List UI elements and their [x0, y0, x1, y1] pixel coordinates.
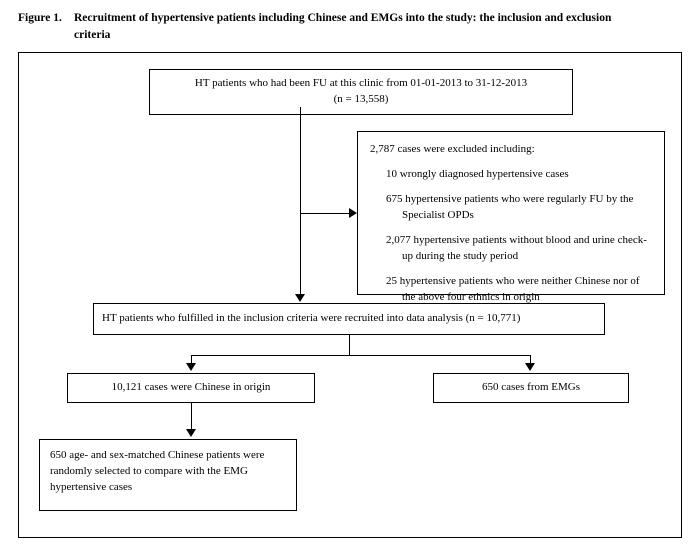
list-item: 2,077 hypertensive patients without blood and urine check-up during the study period [386, 233, 647, 262]
included-text: HT patients who fulfilled in the inclusion criteria were recruited into data analysis (n = 10,771) [102, 312, 521, 324]
flowchart-node-emg-cases [433, 373, 629, 403]
figure-caption-line2: criteria [74, 28, 111, 41]
list-item: 10 wrongly diagnosed hypertensive cases [386, 167, 569, 180]
excluded-items-list [370, 167, 654, 306]
excluded-heading: 2,787 cases were excluded including: [370, 143, 535, 155]
connector-spine-to-included [300, 213, 301, 295]
chinese-text: 10,121 cases were Chinese in origin [111, 381, 271, 393]
list-item: 25 hypertensive patients who were neither Chinese nor of the above four ethnics in origin [386, 274, 640, 303]
arrow-right-icon [349, 208, 357, 218]
list-item: 675 hypertensive patients who were regularly FU by the Specialist OPDs [386, 192, 634, 221]
connector-chinese-down [191, 402, 192, 430]
flowchart-node-included-patients [93, 303, 605, 335]
emg-text: 650 cases from EMGs [481, 381, 581, 393]
figure-caption [18, 10, 686, 43]
flowchart-node-matched-chinese [39, 439, 297, 511]
flowchart-node-excluded-cases [357, 131, 665, 303]
connector-split-horizontal [191, 355, 531, 356]
connector-top-vertical [300, 107, 301, 213]
total-patients-line2: (n = 13,558) [333, 92, 389, 105]
figure-caption-label: Figure 1. [18, 12, 62, 24]
arrow-down-icon [525, 363, 535, 371]
arrow-down-icon [186, 363, 196, 371]
flowchart-node-chinese-cases [67, 373, 315, 403]
arrow-down-icon [295, 294, 305, 302]
connector-included-down [349, 335, 350, 355]
total-patients-line1: HT patients who had been FU at this clinic from 01-01-2013 to 31-12-2013 [194, 77, 528, 89]
connector-branch-to-excluded [300, 213, 350, 214]
figure-caption-line1: Recruitment of hypertensive patients including Chinese and EMGs into the study: the inclusion and exclusion [74, 12, 612, 24]
matched-text: 650 age- and sex-matched Chinese patients were randomly selected to compare with the EMG hypertensive cases [50, 449, 265, 493]
arrow-down-icon [186, 429, 196, 437]
figure-frame [18, 52, 682, 538]
flowchart-node-total-patients [149, 69, 573, 115]
